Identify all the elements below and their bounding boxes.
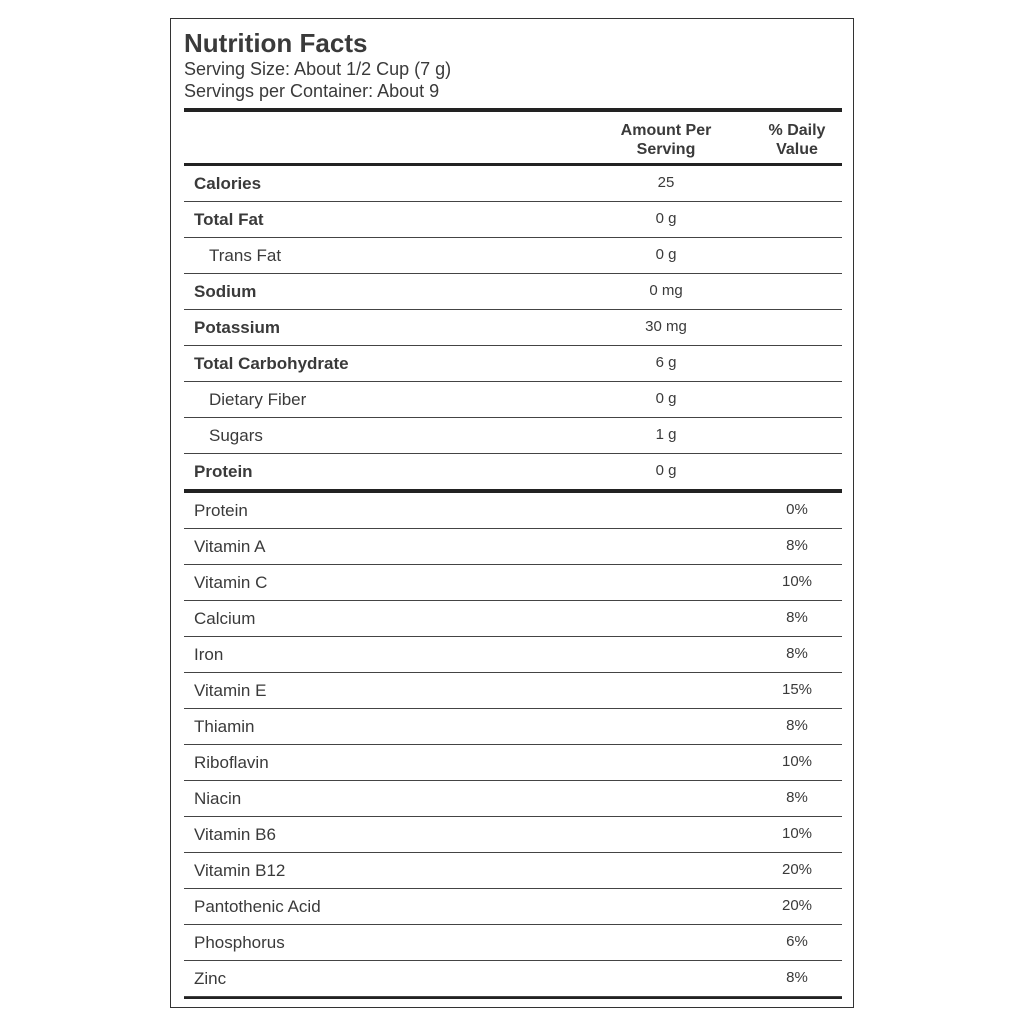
- nutrient-amount: 30 mg: [645, 318, 687, 335]
- daily-value-row: [184, 961, 842, 997]
- daily-value-row: [184, 709, 842, 745]
- nutrient-amount: 0 g: [655, 246, 677, 263]
- vitamin-mineral-name: Riboflavin: [194, 753, 269, 772]
- column-header-row: [184, 112, 842, 163]
- vitamin-mineral-name: Vitamin C: [194, 573, 268, 592]
- label-content: [184, 19, 842, 999]
- vitamin-mineral-name: Phosphorus: [194, 933, 285, 952]
- daily-value-row: [184, 817, 842, 853]
- nutrient-name: Trans Fat: [209, 246, 282, 265]
- nutrient-name: Protein: [194, 462, 253, 481]
- daily-value-percent: 20%: [781, 861, 813, 878]
- daily-value-percent: 15%: [781, 681, 813, 698]
- nutrient-amount: 0 g: [655, 462, 677, 479]
- nutrient-name: Potassium: [194, 318, 280, 337]
- daily-value-row: [184, 529, 842, 565]
- vitamin-mineral-name: Niacin: [194, 789, 242, 808]
- vitamin-mineral-name: Vitamin E: [194, 681, 267, 700]
- nutrient-row: [184, 166, 842, 202]
- nutrient-row: [184, 238, 842, 274]
- daily-value-row: [184, 925, 842, 961]
- nutrient-row: [184, 346, 842, 382]
- vitamin-mineral-name: Vitamin B6: [194, 825, 276, 844]
- nutrient-name: Calories: [194, 174, 262, 193]
- daily-value-percent: 10%: [781, 825, 813, 842]
- daily-value-list: [184, 493, 842, 997]
- vitamin-mineral-name: Iron: [194, 645, 224, 664]
- nutrient-row: [184, 382, 842, 418]
- daily-value-row: [184, 889, 842, 925]
- nutrition-facts-label: [170, 18, 854, 1008]
- nutrient-name: Sugars: [209, 426, 263, 445]
- daily-value-row: [184, 781, 842, 817]
- vitamin-mineral-name: Calcium: [194, 609, 256, 628]
- daily-value-row: [184, 565, 842, 601]
- daily-value-row: [184, 853, 842, 889]
- daily-value-percent: 8%: [786, 609, 808, 626]
- vitamin-mineral-name: Vitamin B12: [194, 861, 286, 880]
- label-title: Nutrition Facts: [184, 28, 368, 58]
- nutrient-list: [184, 166, 842, 489]
- nutrient-amount: 0 mg: [649, 282, 683, 299]
- nutrient-name: Total Carbohydrate: [194, 354, 349, 373]
- daily-value-header: % Daily Value: [768, 122, 826, 158]
- nutrient-name: Total Fat: [194, 210, 264, 229]
- nutrient-row: [184, 274, 842, 310]
- nutrient-amount: 0 g: [655, 390, 677, 407]
- daily-value-percent: 20%: [781, 897, 813, 914]
- serving-size: Serving Size: About 1/2 Cup (7 g): [184, 59, 452, 79]
- daily-value-percent: 0%: [786, 501, 808, 518]
- daily-value-percent: 8%: [786, 537, 808, 554]
- amount-per-serving-header: Amount Per Serving: [620, 122, 712, 158]
- nutrient-amount: 0 g: [655, 210, 677, 227]
- daily-value-row: [184, 745, 842, 781]
- vitamin-mineral-name: Vitamin A: [194, 537, 266, 556]
- daily-value-percent: 8%: [786, 789, 808, 806]
- vitamin-mineral-name: Protein: [194, 501, 248, 520]
- nutrient-name: Dietary Fiber: [209, 390, 307, 409]
- nutrient-row: [184, 418, 842, 454]
- daily-value-percent: 10%: [781, 753, 813, 770]
- servings-per-container: Servings per Container: About 9: [184, 81, 440, 101]
- daily-value-percent: 10%: [781, 573, 813, 590]
- nutrient-amount: 6 g: [655, 354, 677, 371]
- nutrient-amount: 25: [657, 174, 675, 191]
- nutrient-amount: 1 g: [655, 426, 677, 443]
- daily-value-percent: 6%: [786, 933, 808, 950]
- daily-value-percent: 8%: [786, 717, 808, 734]
- vitamin-mineral-name: Thiamin: [194, 717, 255, 736]
- daily-value-percent: 8%: [786, 969, 808, 986]
- nutrient-name: Sodium: [194, 282, 257, 301]
- vitamin-mineral-name: Pantothenic Acid: [194, 897, 321, 916]
- daily-value-row: [184, 673, 842, 709]
- daily-value-row: [184, 493, 842, 529]
- daily-value-row: [184, 637, 842, 673]
- nutrient-row: [184, 454, 842, 489]
- daily-value-row: [184, 601, 842, 637]
- nutrient-row: [184, 310, 842, 346]
- vitamin-mineral-name: Zinc: [194, 969, 227, 988]
- daily-value-percent: 8%: [786, 645, 808, 662]
- nutrient-row: [184, 202, 842, 238]
